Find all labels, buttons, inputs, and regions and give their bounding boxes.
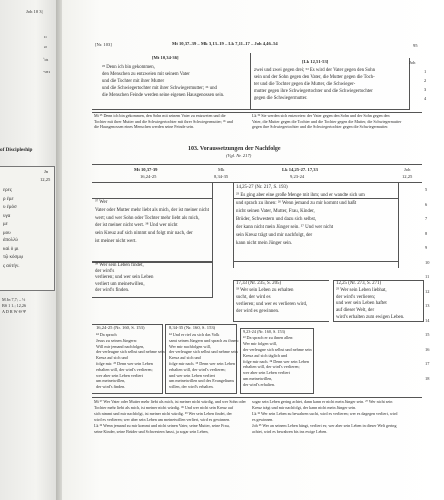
side-number: 3 bbox=[424, 87, 427, 92]
joh-main-line: wird's erhalten zum ewigen Leben. bbox=[336, 315, 405, 320]
joh-main-line: und wer sein Leben haftet bbox=[336, 301, 387, 307]
line-number: 17 bbox=[425, 361, 430, 366]
left-mark: ²² bbox=[44, 45, 47, 50]
mk-sub-line: der verleugne sich selbst und nehme sein bbox=[169, 349, 238, 355]
lk-main-line: Brüder, Schwestern und dazu sich selbst, bbox=[236, 217, 317, 222]
top-lk-line: sein und der Sohn gegen den Vater, die Mutter gegen die Toch- bbox=[254, 75, 375, 80]
footnote-right-line: achtet, wird es bewahren bis ins ewige Leben. bbox=[252, 429, 328, 434]
line-number: 6 bbox=[425, 201, 428, 207]
footnote-left-line: Mt ³⁷ Wer Vater oder Mutter mehr liebt als mich, ist meiner nicht würdig, und wer Sohn oder bbox=[94, 399, 246, 404]
col-joh-title: Joh bbox=[404, 167, 411, 172]
top-lk-note-line: gegen ihre Schwiegertochter und die Schwiegertochter gegen die Schwiegermutter. bbox=[252, 124, 389, 130]
footnote-left-line: wird es verlieren; wer aber sein Leben um meinetwillen verliert, wird es gewinnen. bbox=[94, 417, 231, 422]
col-mt-sub: 16,24-25 bbox=[140, 174, 157, 179]
left-footer-line: A D R W Θ Ψ bbox=[2, 309, 26, 314]
column-sub-rule bbox=[92, 182, 422, 183]
mt-sub-line: Will mir jemand nachfolgen, bbox=[96, 343, 145, 349]
greek-line: υ ἐμόσ bbox=[3, 205, 17, 210]
line-number: 13 bbox=[425, 303, 430, 308]
top-mt-line: und die Schwiegertochter mit ihrer Schwiegermutter; ³⁶ und bbox=[102, 86, 217, 91]
mt-sub-line: wer aber sein Leben verliert bbox=[96, 372, 143, 378]
lk-sub-line: wer aber sein Leben verliert bbox=[243, 370, 290, 376]
line-number: 5 bbox=[425, 187, 428, 192]
line-number: 8 bbox=[425, 230, 428, 236]
mt-sub-line: ²⁴ Da sprach bbox=[96, 332, 117, 337]
greek-line: με bbox=[3, 222, 8, 227]
lk-main-line: kann nicht mein Jünger sein. bbox=[236, 241, 293, 246]
top-lk-line: gegen die Schwiegermutter. bbox=[254, 96, 308, 101]
top-mt-line: ³⁵ Denn ich bin gekommen, bbox=[102, 65, 155, 70]
footnote-right-line: sogar sein Leben gering achtet, dann kann er nicht mein Jünger sein. ²⁷ Wer nicht sein bbox=[252, 399, 393, 404]
mt-main2-line: der wird's finden. bbox=[95, 287, 130, 293]
mt-sub-line: der verleugne sich selbst und nehme sein bbox=[96, 349, 165, 355]
lk-sub-line: erhalten will, der wird's verlieren; bbox=[243, 364, 300, 370]
footnote-left-line: Tochter mehr liebt als mich, ist meiner nicht würdig. ³⁸ Und wer nicht sein Kreuz auf bbox=[94, 405, 234, 410]
footnote-left-line: sich nimmt und mir nachfolgt, ist meiner nicht würdig. ³⁹ Wer sein Leben findet, der bbox=[94, 411, 232, 416]
top-lk-note-line: Lk ⁵³ Sie werden sich entzweien: der Vater gegen den Sohn und der Sohn gegen den bbox=[252, 113, 390, 118]
mt-sub-line: erhalten will, der wird's verlieren; bbox=[96, 366, 153, 372]
col-lk-title: Lk 14,25-27. 17,33 bbox=[282, 167, 318, 172]
lk-main2-line: ³³ Wer sein Leben zu erhalten bbox=[236, 288, 294, 293]
line-number: 15 bbox=[425, 332, 430, 337]
mt-main-line: Vater oder Mutter mehr liebt als mich, der ist meiner nicht bbox=[95, 207, 209, 213]
mk-sub-line: Kreuz auf sich und bbox=[169, 355, 201, 361]
greek-line: καὶ ὁ μι bbox=[3, 246, 19, 252]
line-number: 18 bbox=[425, 375, 430, 381]
lk-main2-line: sucht, der wird es bbox=[236, 295, 271, 300]
column-header-rule bbox=[92, 164, 422, 165]
mt-sub-line: der wird's finden. bbox=[96, 384, 126, 390]
mt-main2-line: der wird's bbox=[95, 269, 115, 275]
lk-main2-line: verlieren; und wer es verlieren wird, bbox=[236, 302, 308, 307]
mk-sub-line: folge mir nach. ³⁵ Denn wer sein Leben bbox=[169, 361, 235, 366]
header-left: [Nr. 103] bbox=[95, 42, 112, 47]
mt-main-line: der ist meiner nicht wert. ³⁸ Und wer nicht bbox=[95, 223, 178, 229]
lk-sub-line: Kreuz auf sich täglich und bbox=[243, 352, 288, 358]
greek-line: ερες bbox=[3, 188, 12, 193]
greek-line: τῷ κόσμῳ bbox=[3, 255, 24, 260]
top-lk-title: [Lk 12,51-53] bbox=[302, 59, 329, 64]
col-joh-sub: 12,25 bbox=[402, 174, 413, 179]
mt-sub-line: Jesus zu seinen Jüngern: bbox=[96, 337, 138, 343]
top-mt-line: die Menschen Feinde werden seine eigenen Hausgenossen sein. bbox=[102, 93, 225, 98]
lk-sub-line: Wer mir folgen will, bbox=[243, 340, 278, 346]
greek-line: ρ ἐμε bbox=[3, 196, 14, 202]
col-mt-title: Mt 10,37-39 bbox=[134, 167, 158, 172]
col-lk-sub: 9,23-24 bbox=[290, 174, 305, 179]
col-mk-sub: 8,34-35 bbox=[214, 174, 229, 179]
line-number: 11 bbox=[425, 274, 430, 279]
left-footer-line: M Jn 7,7; – ½ bbox=[2, 297, 26, 302]
mt-main-line: wert; und wer Sohn oder Tochter mehr liebt als mich, bbox=[95, 215, 200, 221]
mt-main-line: ist meiner nicht wert. bbox=[95, 239, 137, 244]
footnote-left-line: seine Kinder, seine Brüder und Schwestern hasst, ja sogar sein Leben, bbox=[94, 429, 209, 434]
section-title: 103. Voraussetzungen der Nachfolge bbox=[188, 146, 281, 152]
greek-line: ἀπολλύ bbox=[3, 238, 18, 243]
mt-main-line: ³⁷ Wer bbox=[95, 200, 108, 205]
lk-main-line: 14,25-27 (Nr. 217, S. 193) bbox=[236, 185, 288, 190]
mk-sub-line: Wer mir nachfolgen will, bbox=[169, 343, 211, 349]
top-mt-note-line: Mt ³⁵ Denn ich bin gekommen, den Sohn mit seinem Vater zu entzweien und die bbox=[94, 113, 226, 118]
left-mark: ¹¹ bbox=[44, 35, 47, 40]
joh-main-line: ²⁵ Wer sein Leben liebhat, bbox=[336, 287, 387, 293]
footnote-right-line: es gewinnen. bbox=[252, 417, 274, 422]
lk-sub-line: ²³ Da sprach er zu ihnen allen: bbox=[243, 334, 294, 340]
section-subtitle: (Vgl. Nr. 217) bbox=[226, 153, 252, 158]
line-number: 14 bbox=[425, 317, 430, 323]
mt-main2-line: verliert um meinetwillen, bbox=[95, 281, 145, 287]
side-number: 1 bbox=[424, 69, 427, 74]
lk-sub-line: der wird's erhalten. bbox=[243, 382, 276, 388]
lk-main-line: der kann nicht mein Jünger sein. ²⁷ Und wer nicht bbox=[236, 225, 334, 230]
top-mt-note-line: die Hausgenossen eines Menschen werden seine Feinde sein. bbox=[94, 124, 195, 130]
footnote-right-line: Lk ³³ Wer sein Leben zu bewahren sucht, wird es verlieren; wer es dagegen verliert, wird bbox=[252, 411, 398, 416]
lk-main-line: nicht seinen Vater, Mutter, Frau, Kinder, bbox=[236, 209, 315, 214]
greek-line: μου bbox=[3, 230, 11, 236]
lk-main-line: und sprach zu ihnen: ²⁶ Wenn jemand zu mir kommt und haßt bbox=[236, 201, 357, 206]
mk-sub-line: willen, der wird's erhalten. bbox=[169, 384, 214, 390]
top-mt-title: [Mt 10,34-36] bbox=[152, 55, 179, 60]
greek-line: υγα bbox=[3, 213, 11, 219]
top-mt-line: den Menschen zu entzweien mit seinem Vater bbox=[102, 72, 190, 77]
page-number: 95 bbox=[413, 43, 418, 48]
line-number: 9 bbox=[425, 245, 428, 250]
mk-sub-ref: 8,34-35 (Nr. 160, S. 153) bbox=[169, 325, 216, 330]
col-mk-title: Mk bbox=[218, 167, 225, 172]
mt-sub-line: folge mir. ²⁵ Denn wer sein Leben bbox=[96, 361, 153, 366]
left-ref: Jn bbox=[44, 169, 49, 174]
line-number: 12 bbox=[425, 288, 430, 294]
footnote-right-line: Joh ²⁵ Wer an seinem Leben hängt, verliert es; wer aber sein Leben in dieser Welt gering bbox=[252, 423, 397, 428]
mk-sub-line: ³⁴ Und er rief zu sich das Volk bbox=[169, 332, 220, 337]
mk-sub-line: samt seinen Jüngern und sprach zu ihnen: bbox=[169, 337, 239, 343]
top-lk-note-line: Vater, die Mutter gegen die Tochter und die Tochter gegen die Mutter, die Schwiegermutter bbox=[252, 118, 402, 124]
left-greek-box bbox=[0, 166, 55, 291]
top-lk-line: zwei und zwei gegen drei; ⁵³ Es wird der Vater gegen den Sohn bbox=[254, 68, 376, 73]
mt-sub-ref: 16,24-25 (Nr. 160, S. 153) bbox=[96, 325, 145, 330]
joh-main-line: der wird's verlieren; bbox=[336, 294, 376, 300]
line-number: 16 bbox=[425, 346, 430, 352]
joh-main-line: 12,25 (Nr. 273, S. 271) bbox=[336, 281, 382, 286]
mt-main2-line: ³⁹ Wer sein Leben findet, bbox=[95, 263, 144, 268]
greek-line: ς αὐτήν. bbox=[3, 263, 20, 269]
footnote-left-line: Lk ²⁶ Wenn jemand zu mir kommt und nicht seinen Vater, seine Mutter, seine Frau, bbox=[94, 423, 230, 428]
left-ref2: 12,25 bbox=[40, 177, 51, 182]
left-heading: of Discipleship bbox=[0, 147, 33, 153]
left-top-ref: Joh 10 3| bbox=[26, 9, 43, 14]
lk-main-line: sein Kreuz trägt und mir nachfolgt, der bbox=[236, 233, 313, 238]
side-number: 4 bbox=[424, 96, 427, 101]
header-center: Mt 10,37–39 – Mk 3,13–19 – Lk 7,11–17 – Joh 4,46–54 bbox=[172, 41, 278, 46]
mk-sub-line: um meinetwillen und des Evangeliums bbox=[169, 378, 235, 384]
mt-main-line: sein Kreuz auf sich nimmt und folgt mir nach, der bbox=[95, 231, 193, 237]
side-number: 2 bbox=[424, 78, 427, 83]
left-mark: -υτι bbox=[43, 69, 50, 74]
lk-main2-line: 17,33 (Nr. 235, S. 205) bbox=[236, 281, 282, 286]
footnote-right-line: Kreuz trägt und mir nachfolgt, der kann nicht mein Jünger sein. bbox=[252, 405, 357, 410]
top-lk-line: mutter gegen ihre Schwiegertochter und die Schwiegertochter bbox=[254, 89, 373, 94]
top-joh-title: Joh bbox=[409, 60, 416, 65]
mt-sub-line: um meinetwillen, bbox=[96, 378, 126, 384]
line-number: 7 bbox=[425, 216, 428, 221]
mk-sub-line: und wer sein Leben verliert bbox=[169, 372, 216, 378]
top-mt-line: und die Tochter mit ihrer Mutter bbox=[102, 79, 165, 84]
joh-main-line: auf dieser Welt, der bbox=[336, 308, 375, 314]
lk-sub-line: 9,23-24 (Nr. 160, S. 153) bbox=[243, 329, 286, 334]
mk-sub-line: erhalten will, der wird's verlieren; bbox=[169, 366, 226, 372]
line-number: 10 bbox=[425, 259, 430, 265]
left-mark: ΅σι bbox=[43, 57, 49, 62]
lk-sub-line: folge mir nach. ²⁴ Denn wer sein Leben bbox=[243, 358, 309, 364]
footnote-rule bbox=[92, 397, 422, 398]
top-mt-note-line: Tochter mit ihrer Mutter und die Schwiegertochter mit ihrer Schwiegermutter; ³⁶ und bbox=[94, 118, 233, 124]
mt-sub-line: Kreuz auf sich und bbox=[96, 355, 128, 361]
left-footer-line: BS 1 1.; 12,26 bbox=[2, 303, 27, 308]
lk-sub-line: um meinetwillen, bbox=[243, 376, 273, 382]
lk-main2-line: der wird es gewinnen. bbox=[236, 309, 280, 314]
lk-main-line: ²⁵ Es ging aber eine große Menge mit ihm; und er wandte sich um bbox=[236, 193, 365, 198]
mt-main2-line: verlieren; und wer sein Leben bbox=[95, 275, 154, 281]
lk-sub-line: der verleugne sich selbst und nehme sein bbox=[243, 346, 312, 352]
top-lk-line: ter und die Tochter gegen die Mutter, die Schwieger- bbox=[254, 82, 356, 87]
